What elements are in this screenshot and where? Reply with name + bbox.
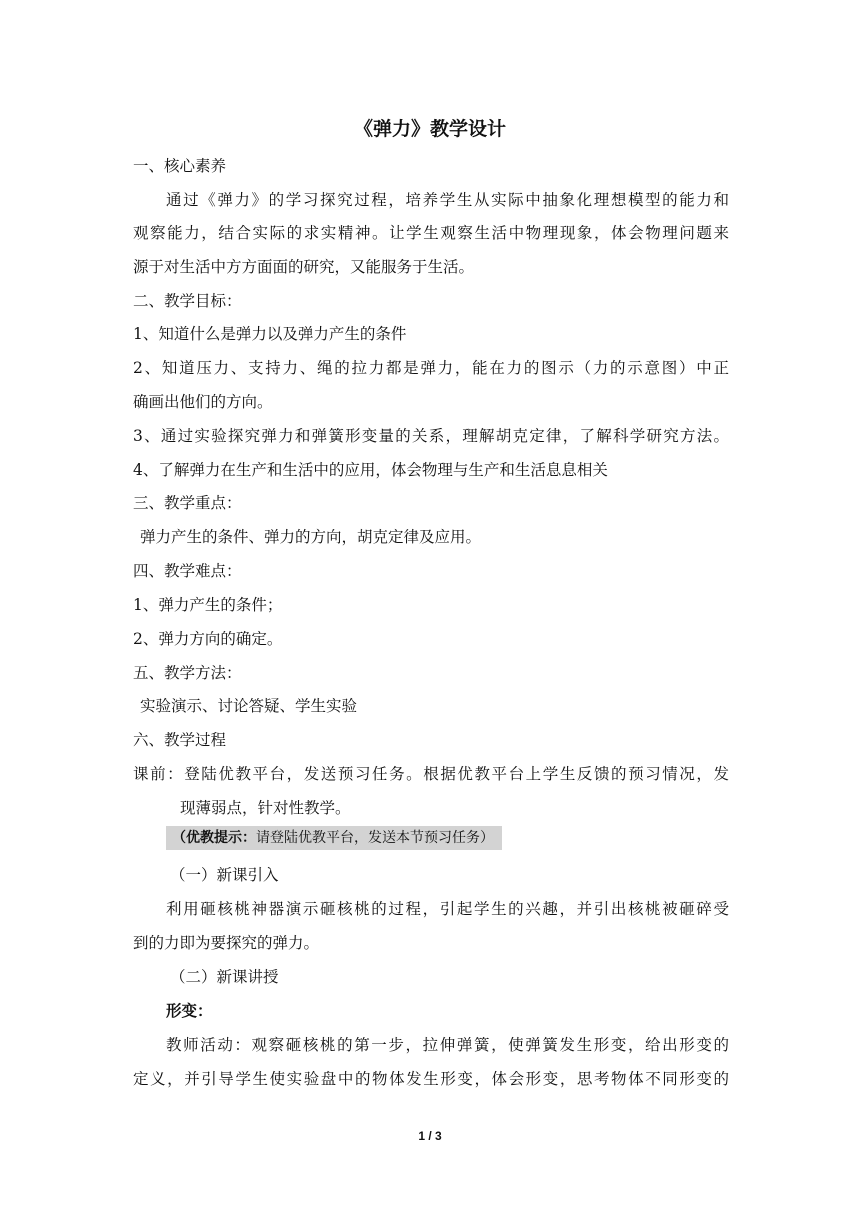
paragraph-line: 定义，并引导学生使实验盘中的物体发生形变，体会形变，思考物体不同形变的 <box>133 1070 729 1088</box>
paragraph-line: 课前：登陆优教平台，发送预习任务。根据优教平台上学生反馈的预习情况，发 <box>133 765 729 783</box>
section-heading-process: 六、教学过程 <box>133 731 227 749</box>
section-heading-difficulties: 四、教学难点： <box>133 562 242 580</box>
list-item: 2、知道压力、支持力、绳的拉力都是弹力，能在力的图示（力的示意图）中正 <box>133 359 729 377</box>
list-item: 1、知道什么是弹力以及弹力产生的条件 <box>133 325 407 343</box>
list-item: 1、弹力产生的条件； <box>133 596 283 614</box>
subsection-heading-lecture: （二）新课讲授 <box>170 968 279 986</box>
paragraph-line: 现薄弱点，针对性教学。 <box>180 799 351 817</box>
list-item: 3、通过实验探究弹力和弹簧形变量的关系，理解胡克定律，了解科学研究方法。 <box>133 427 729 445</box>
document-title: 《弹力》教学设计 <box>353 118 506 140</box>
paragraph-line: 利用砸核桃神器演示砸核桃的过程，引起学生的兴趣，并引出核桃被砸碎受 <box>166 900 729 918</box>
platform-tip-label: （优教提示： <box>172 830 256 846</box>
section-heading-core-literacy: 一、核心素养 <box>133 157 227 175</box>
paragraph-line: 到的力即为要探究的弹力。 <box>133 934 320 952</box>
section-heading-teaching-goals: 二、教学目标： <box>133 292 242 310</box>
paragraph-line: 观察能力，结合实际的求实精神。让学生观察生活中物理现象，体会物理问题来 <box>133 224 729 242</box>
platform-tip-text: 请登陆优教平台，发送本节预习任务） <box>256 830 494 846</box>
page-number: 1 / 3 <box>418 1129 442 1143</box>
list-item-continuation: 确画出他们的方向。 <box>133 393 273 411</box>
paragraph-line: 实验演示、讨论答疑、学生实验 <box>140 697 358 715</box>
paragraph-line: 弹力产生的条件、弹力的方向，胡克定律及应用。 <box>140 528 482 546</box>
subsection-heading-intro: （一）新课引入 <box>170 866 279 884</box>
paragraph-line: 教师活动：观察砸核桃的第一步，拉伸弹簧，使弹簧发生形变，给出形变的 <box>166 1036 729 1054</box>
platform-tip-box <box>166 826 502 850</box>
topic-heading-deformation: 形变： <box>166 1001 213 1020</box>
paragraph-line: 源于对生活中方方面面的研究，又能服务于生活。 <box>133 258 475 276</box>
list-item: 4、了解弹力在生产和生活中的应用，体会物理与生产和生活息息相关 <box>133 461 608 479</box>
section-heading-key-points: 三、教学重点： <box>133 494 242 512</box>
section-heading-methods: 五、教学方法： <box>133 664 242 682</box>
paragraph-line: 通过《弹力》的学习探究过程，培养学生从实际中抽象化理想模型的能力和 <box>166 191 729 209</box>
list-item: 2、弹力方向的确定。 <box>133 630 283 648</box>
